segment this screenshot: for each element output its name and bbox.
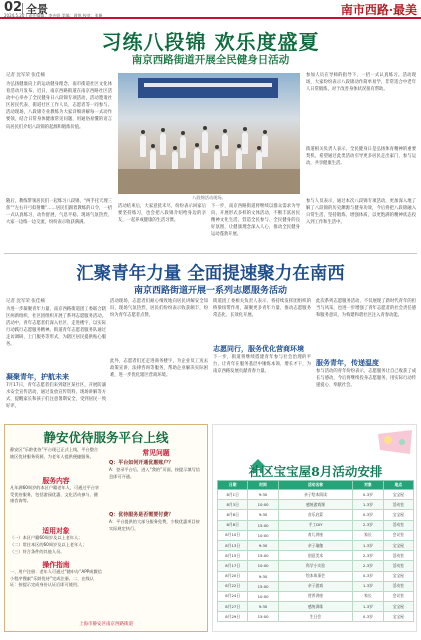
page-header: [0, 0, 421, 19]
header-meta: 2024.5.20 | 责任编辑：李卉妍 美编：周悦 校对：张帆: [4, 13, 103, 18]
table-cell: 手工DIY: [278, 520, 352, 530]
table-cell: 0-3岁: [353, 571, 383, 581]
table-cell: 宝宝屋: [383, 612, 413, 622]
table-cell: 2-3岁: [353, 561, 383, 571]
decorative-ribbon-icon: [376, 428, 414, 456]
table-row: [218, 500, 414, 510]
section-divider: [4, 253, 417, 254]
table-cell: 8月24日: [218, 591, 248, 601]
table-cell: 音乐启蒙: [278, 510, 352, 520]
notice-section-heading: 操作指南: [42, 561, 70, 569]
notice-list-item: （一）本区户籍60周岁及以上老年人；: [10, 535, 83, 540]
article-column: 活动现场，志愿者们耐心细致地向居民讲解安全知识，现场气氛热烈，居民们纷纷表示收获颇丰，纷纷为青年志愿者点赞。: [110, 299, 208, 319]
photo-figure: [262, 135, 268, 157]
table-cell: 1-3岁: [353, 581, 383, 591]
page-number: 02: [4, 0, 23, 15]
table-row: [218, 490, 414, 500]
table-cell: 亲子游戏: [278, 581, 352, 591]
article-title: 汇聚青年力量 全面提速聚力在南西: [76, 264, 345, 284]
table-cell: 10:00: [248, 530, 278, 540]
table-row: [218, 571, 414, 581]
table-cell: 10:00: [248, 561, 278, 571]
article-column: 7月17日，青年志愿者们来到辖区某社区，开展防溺水安全宣传活动，通过发放宣传资料、现场讲解等方式，提醒家长和孩子们注意暑期安全，受到居民一致好评。: [6, 383, 106, 410]
article-column: 下一步，街道将继续搭建青年参与社会治理的平台，让青年在服务基层中锤炼本领、增长才干，为南京西路发展贡献青春力量。: [213, 355, 311, 375]
notice-intro: 静安区“乐龄优待”平台现已正式上线，平台整合辖区优待服务资源，为老年人提供便捷服务。: [10, 447, 99, 459]
article-column: 街道团工委相关负责人表示，将持续发挥团组织的桥梁纽带作用，凝聚更多青年力量，推动志愿服务常态化、长效化开展。: [213, 299, 311, 319]
byline: 记者 沈军荣 张佳楠: [6, 299, 45, 304]
table-cell: 10:00: [248, 500, 278, 510]
table-row: [218, 530, 414, 540]
table-cell: 1-3岁: [353, 500, 383, 510]
table-cell: 生日会: [278, 612, 352, 622]
table-row: [218, 602, 414, 612]
article-column: 下一步，南京西路街道将继续以群众需求为导向，开展形式多样的文体活动，不断丰富居民精神文化生活，营造全民参与、全民健身的良好氛围，让健康理念深入人心，推动全民健身运动蓬勃开展。: [211, 204, 300, 238]
table-cell: 8月3日: [218, 500, 248, 510]
table-cell: 亲子瑜伽: [278, 540, 352, 550]
table-cell: 宝宝屋: [383, 490, 413, 500]
table-cell: 8月1日: [218, 490, 248, 500]
table-cell: 9:30: [248, 540, 278, 550]
article-column: 为弘扬健康向上的运动健身理念，南市街道社区文化体育活动月发布，近日，南京西路街道在南京西路社区活动中心举办了全民健身日八段锦专项活动，活动邀请社区居民代表、街道社区工作人员、志愿者等一同参与。活动现场，八段锦专业教练为大家详细讲解每一式动作要领，结合日常身体健康常见问题，用通俗易懂的语言向居民们介绍八段锦的起源和锻炼价值。: [6, 82, 112, 130]
table-cell: 宝宝屋: [383, 510, 413, 520]
notice-text: 凡年满60周岁的本区户籍老年人，可通过平台享受优待服务，包括游园优惠、文化活动参与、健康咨询等。: [10, 485, 100, 504]
table-cell: 活动室: [383, 520, 413, 530]
table-cell: 活动室: [383, 581, 413, 591]
notice-section-heading: 适用对象: [42, 527, 70, 535]
table-header-cell: 对象: [353, 481, 383, 490]
table-cell: 家长: [353, 530, 383, 540]
notice-section-heading: 服务内容: [42, 477, 70, 485]
table-cell: 9:30: [248, 571, 278, 581]
photo-figure: [202, 131, 208, 153]
table-cell: 8月22日: [218, 581, 248, 591]
table-cell: 宝宝屋: [383, 571, 413, 581]
table-cell: 科学小实验: [278, 561, 352, 571]
table-cell: 8月8日: [218, 520, 248, 530]
table-row: [218, 510, 414, 520]
table-cell: 绘本故事会: [278, 571, 352, 581]
table-cell: 营养讲座: [278, 591, 352, 601]
faq-answer: A：平台提供的大部分服务免费，少数优惠项目按实际规定执行。: [109, 519, 200, 531]
table-row: [218, 540, 414, 550]
table-cell: 8月29日: [218, 612, 248, 622]
photo-figure: [194, 148, 200, 170]
faq-question: Q：平台如何开通优惠账户？: [109, 460, 174, 466]
byline: 记者 沈军荣 张佳楠: [6, 73, 45, 78]
schedule-title: 社区宝宝屋8月活动安排: [248, 464, 383, 479]
table-cell: 1-3岁: [353, 602, 383, 612]
table-cell: 9:30: [248, 602, 278, 612]
photo-figure: [140, 135, 146, 157]
schedule-table: [217, 480, 414, 622]
faq-question: Q：优待服务是否需要付费？: [109, 512, 174, 518]
notice-footer: 上海市静安区南京西路街道: [79, 622, 133, 627]
table-row: [218, 561, 414, 571]
photo-figure: [242, 132, 248, 154]
table-cell: 亲子绘本阅读: [278, 490, 352, 500]
table-cell: 15:00: [248, 520, 278, 530]
photo-banner-text: [144, 83, 272, 87]
section-subhead: 凝聚青年，护航未来: [6, 373, 69, 381]
section-name: 全景: [26, 3, 48, 16]
table-cell: 10:00: [248, 591, 278, 601]
photo-figure: [150, 149, 156, 171]
table-cell: 0-3岁: [353, 510, 383, 520]
elderly-service-notice: [4, 424, 208, 632]
table-cell: 活动室: [383, 561, 413, 571]
article-column: 参与人员表示，通过本次八段锦专项活动，更加深入地了解了八段锦的历史渊源与健身功效，今后将把八段锦融入日常生活，坚持锻炼，增强体质，以更饱满的精神状态投入到工作和生活中。: [306, 199, 416, 226]
article-subtitle: 南京西路街道开展一系列志愿服务活动: [133, 286, 287, 296]
table-cell: 0-3岁: [353, 490, 383, 500]
photo-caption: 八段锦活动现场。: [192, 195, 226, 200]
article-subtitle: 南京西路街道开展全民健身日活动: [131, 54, 290, 66]
table-cell: 15:00: [248, 551, 278, 561]
article-column: 街道相关负责人表示，全民健身日是弘扬体育精神的重要契机，希望通过此类活动引导更多居民走出家门、参与运动，共享健康生活。: [306, 147, 416, 167]
table-cell: 8月17日: [218, 561, 248, 571]
table-header-cell: 时间: [248, 481, 278, 490]
table-row: [218, 581, 414, 591]
article-column: 参加人员在导师的指导下，一招一式认真练习。活动现场，大家纷纷表示八段锦动作简单易学，非常适合中老年人日常锻炼，对于改善身体状况很有帮助。: [306, 73, 416, 93]
article-baduanjin: [0, 22, 421, 252]
table-cell: 0-3岁: [353, 612, 383, 622]
table-row: [218, 551, 414, 561]
table-cell: 育儿讲座: [278, 530, 352, 540]
photo-banner: [138, 78, 278, 98]
masthead-logo: 南市西路·最美: [340, 3, 417, 17]
faq-heading: 常见问题: [142, 449, 170, 457]
table-row: [218, 591, 414, 601]
table-header-row: [218, 481, 414, 490]
article-title: 习练八段锦 欢乐度盛夏: [101, 30, 320, 54]
table-cell: 活动室: [383, 551, 413, 561]
baby-house-schedule: [212, 424, 417, 632]
table-cell: 9:30: [248, 510, 278, 520]
section-subhead: 志愿同行，服务优化营商环境: [213, 345, 304, 353]
table-cell: 15:00: [248, 581, 278, 591]
notice-text: 一、用户注册：老年人可通过“随申办”APP或微信小程序搜索“乐龄优待”完成注册。二、在线认证：按提示完成身份认证后即可使用。: [10, 569, 102, 588]
event-photo: [118, 73, 300, 194]
table-cell: 会议室: [383, 530, 413, 540]
table-cell: 8月27日: [218, 602, 248, 612]
photo-figure: [160, 133, 166, 155]
article-column: 参与活动的青年纷纷表示，志愿服务让自己收获了成长与感动，今后将继续投身志愿服务，用实际行动传递爱心、奉献社会。: [316, 369, 416, 389]
table-cell: 感统训练: [278, 602, 352, 612]
table-cell: 8月15日: [218, 551, 248, 561]
table-cell: 家长: [353, 591, 383, 601]
faq-answer: A：登录平台后，进入“我的”页面，按提示填写信息即可开通。: [109, 467, 200, 479]
table-cell: 宝宝屋: [383, 602, 413, 612]
table-cell: 2-3岁: [353, 520, 383, 530]
table-cell: 感统游戏课: [278, 500, 352, 510]
article-column: 活动结束后，大家意犹未尽，纷纷表示回家后要坚持练习，也会把八段锦介绍给身边的亲友，一起养成健康的生活习惯。: [118, 204, 206, 224]
table-cell: 活动室: [383, 500, 413, 510]
notice-list-item: （二）常住本区的60周岁及以上老年人；: [10, 542, 87, 547]
table-header-cell: 活动名称: [278, 481, 352, 490]
article-youth-volunteers: [0, 256, 421, 421]
notice-title: 静安优待服务平台上线: [43, 430, 169, 445]
table-cell: 8月10日: [218, 530, 248, 540]
article-column: 随后，教练带领居民们一起练习八段锦，“两手托天理三焦”“左右开弓似射雕”……居民们跟着教练的口令，一招一式认真练习，动作舒展，气息平稳。现场气氛热烈，大家一边练一边交流，纷纷表示收获满满。: [6, 199, 112, 226]
table-cell: 8月13日: [218, 540, 248, 550]
section-subhead: 服务青年，传递温度: [316, 359, 379, 367]
photo-figure: [236, 149, 242, 171]
table-cell: 9:30: [248, 490, 278, 500]
table-cell: 宝宝屋: [383, 540, 413, 550]
photo-figure: [180, 136, 186, 158]
table-cell: 创意美术: [278, 551, 352, 561]
table-cell: 1-3岁: [353, 540, 383, 550]
table-cell: 2-3岁: [353, 551, 383, 561]
photo-figure: [222, 134, 228, 156]
table-header-cell: 日期: [218, 481, 248, 490]
table-row: [218, 520, 414, 530]
table-cell: 8月20日: [218, 571, 248, 581]
article-column: 为进一步凝聚青年力量，南京西路街道团工委联合辖区两新组织、社区团组织开展了系列志愿服务活动。活动中，青年志愿者们深入社区、走进楼宇，以实际行动践行志愿服务精神。街道青年志愿者服务队通过走访调研、上门服务等形式，为辖区居民提供贴心服务。: [6, 307, 106, 348]
table-cell: 会议室: [383, 591, 413, 601]
table-cell: 15:00: [248, 612, 278, 622]
article-column: 此次系列志愿服务活动，不仅展现了新时代青年的担当与风采，也进一步增强了青年志愿者的社会责任感和服务意识，为构建和谐社区注入青春动能。: [316, 299, 416, 319]
table-cell: 8月6日: [218, 510, 248, 520]
table-header-cell: 地点: [383, 481, 413, 490]
photo-floor: [118, 169, 300, 194]
article-column: 此外，志愿者们还走进商务楼宇，为企业员工送去政策宣讲、法律咨询等服务，帮助企业解决实际困难，进一步优化辖区营商环境。: [110, 359, 208, 379]
notice-list-item: （三）符合条件的其他人员。: [10, 549, 65, 554]
table-row: [218, 612, 414, 622]
